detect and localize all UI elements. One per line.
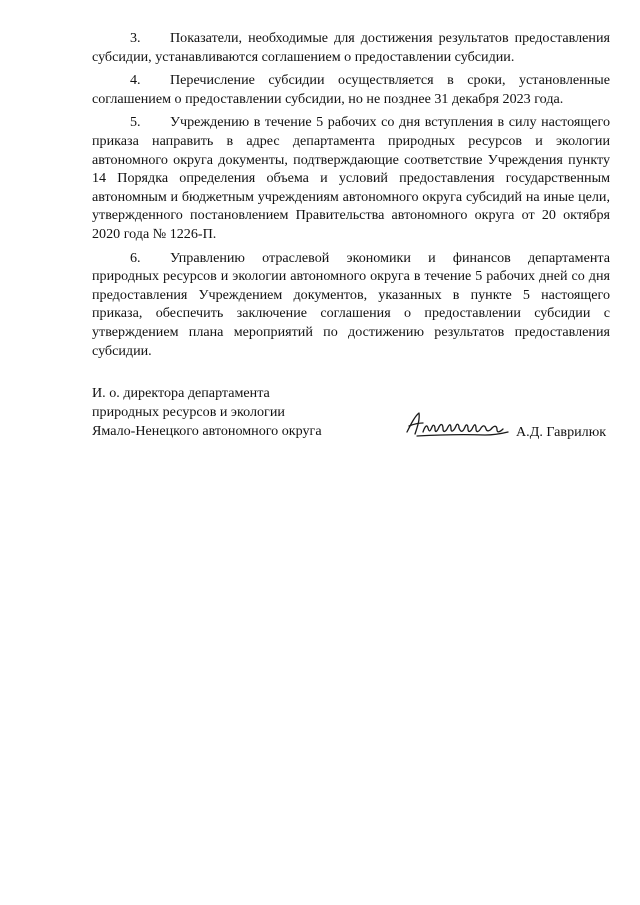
- signer-name: А.Д. Гаврилюк: [516, 424, 607, 440]
- paragraph-number: 4.: [130, 72, 141, 89]
- paragraph-number: 5.: [130, 114, 141, 131]
- paragraph-number: 3.: [130, 30, 141, 46]
- paragraph-text: Показатели, необходимые для достижения результатов предоставления субсидии, устанавливаются соглашением о предоставлении субсидии.: [92, 30, 610, 65]
- signer-position-line: природных ресурсов и экологии: [92, 404, 285, 420]
- paragraph-6: [92, 249, 610, 361]
- paragraph-text: Учреждению в течение 5 рабочих со дня вступления в силу настоящего приказа направить в адрес департамента природных ресурсов и экологии автономного округа документы, подтверждающие соответствие Учреждения пункту 14 Порядка определения объема и условий предоставления государственным автономным и бюджетным учреждениям автономного округа субсидий на иные цели, утвержденного постановлением Правительства автономного округа от 20 октября 2020 года № 1226-П.: [92, 114, 610, 242]
- paragraph-5: [92, 113, 610, 243]
- signature-block: [92, 384, 612, 441]
- document-body: [92, 29, 610, 365]
- signer-position-line: И. о. директора департамента: [92, 385, 270, 401]
- paragraph-text: Перечисление субсидии осуществляется в сроки, установленные соглашением о предоставлении субсидии, но не позднее 31 декабря 2023 года.: [92, 72, 610, 107]
- signer-position-line: Ямало-Ненецкого автономного округа: [92, 423, 322, 439]
- paragraph-3: [92, 29, 610, 66]
- paragraph-text: Управлению отраслевой экономики и финансов департамента природных ресурсов и экологии автономного округа в течение 5 рабочих дней со дня предоставления Учреждением документов, указанных в пункте 5 настоящего приказа, обеспечить заключение соглашения о предоставлении субсидии с утверждением плана мероприятий по достижению результатов предоставления субсидии.: [92, 249, 610, 359]
- handwritten-signature: [405, 410, 511, 440]
- paragraph-number: 6.: [130, 249, 141, 266]
- paragraph-4: [92, 71, 610, 108]
